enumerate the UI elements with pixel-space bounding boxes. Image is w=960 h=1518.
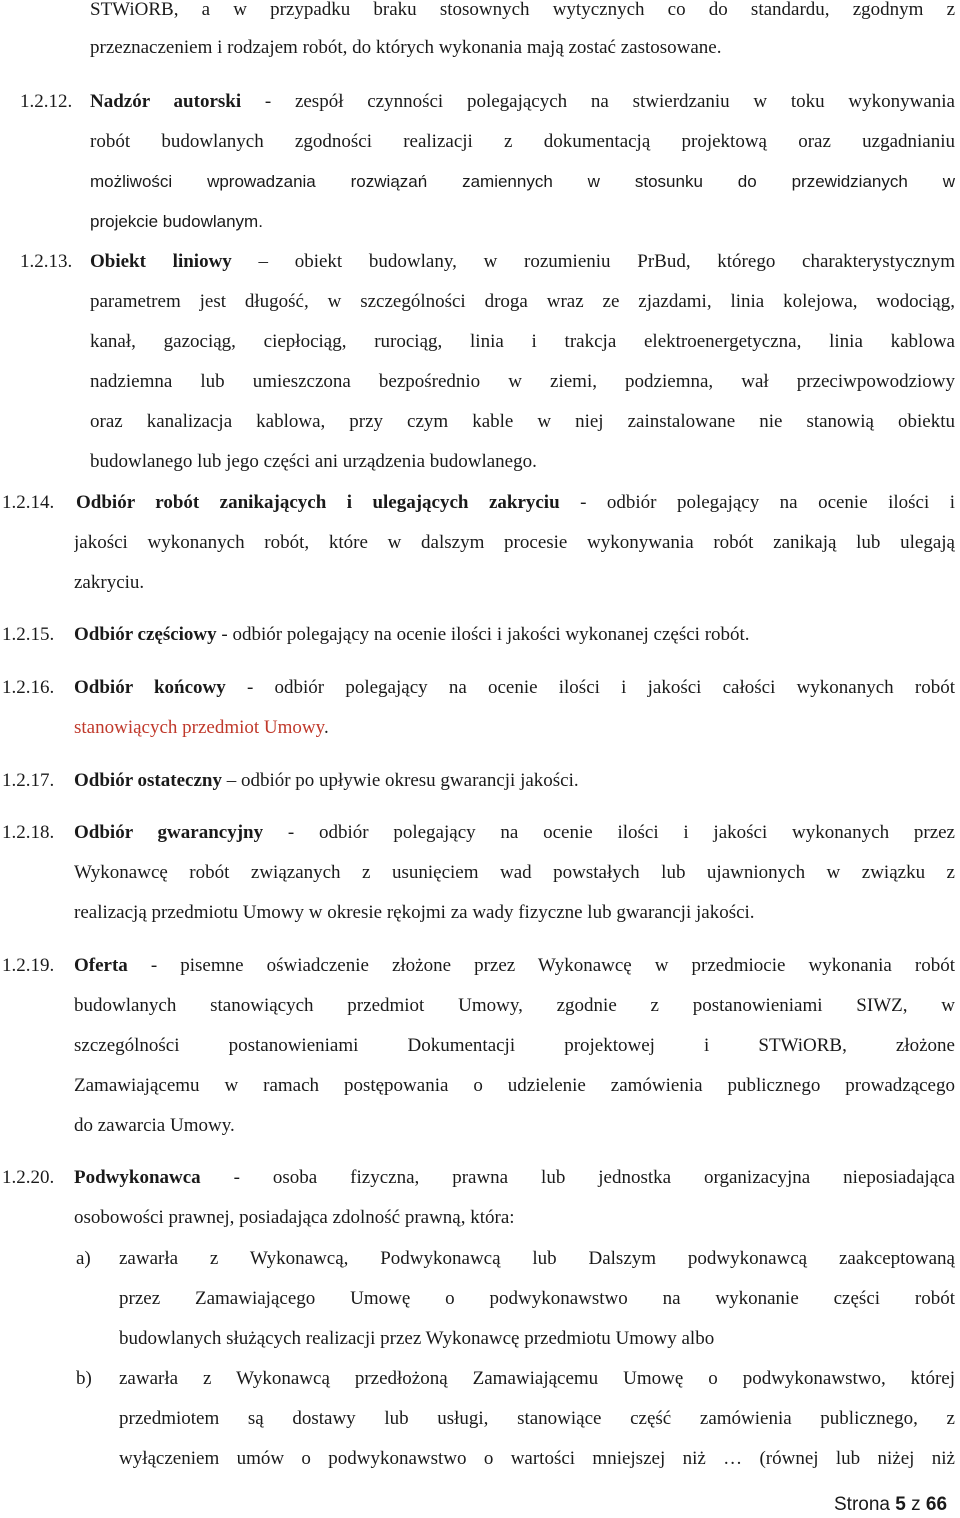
definition-number: 1.2.17. [2, 770, 55, 791]
definition-line: parametrem jest długość, w szczególności droga wraz ze zjazdami, linia kolejowa, wodociąg, [90, 291, 955, 312]
definition-term: Oferta [74, 955, 128, 976]
definition-text: - odbiór polegający na ocenie ilości i jakości wykonanych przez [263, 822, 955, 843]
definition-text: - pisemne oświadczenie złożone przez Wykonawcę w przedmiocie wykonania robót [127, 955, 955, 976]
definition-line: kanał, gazociąg, ciepłociąg, rurociąg, linia i trakcja elektroenergetyczna, linia kablowa [90, 331, 955, 352]
definition-line: osobowości prawnej, posiadająca zdolność prawną, która: [74, 1207, 515, 1228]
definition-line [90, 89, 955, 115]
definition-term: Odbiór ostateczny [74, 770, 222, 791]
definition-line [90, 249, 955, 275]
definition-number: 1.2.16. [2, 677, 55, 698]
definition-term: Odbiór gwarancyjny [74, 822, 264, 843]
definition-text: - odbiór polegający na ocenie ilości i jakości wykonanej części robót. [216, 624, 750, 645]
page-separator: z [911, 1494, 921, 1515]
definition-text: - odbiór polegający na ocenie ilości i [559, 492, 955, 513]
definition-number: 1.2.18. [2, 822, 55, 843]
definition-text: . [323, 717, 329, 738]
definition-line: robót budowlanych zgodności realizacji z dokumentacją projektową oraz uzgadnianiu [90, 131, 955, 152]
page-footer [834, 1492, 947, 1518]
paragraph-line: STWiORB, a w przypadku braku stosownych wytycznych co do standardu, zgodnym z [90, 0, 955, 20]
definition-text: – odbiór po upływie okresu gwarancji jakości. [221, 770, 579, 791]
definition-line [74, 715, 329, 741]
definition-line [74, 675, 955, 701]
definition-line: zakryciu. [74, 572, 145, 593]
definition-number: 1.2.13. [20, 251, 73, 272]
highlighted-text: stanowiących przedmiot Umowy [74, 717, 324, 738]
definition-line [76, 490, 955, 516]
list-item-line: przedmiotem są dostawy lub usługi, stanowiące część zamówienia publicznego, z [119, 1408, 955, 1429]
definition-text: - osoba fizyczna, prawna lub jednostka organizacyjna nieposiadająca [200, 1167, 955, 1188]
list-marker: b) [76, 1368, 92, 1389]
definition-number: 1.2.14. [2, 492, 55, 513]
definition-number: 1.2.20. [2, 1167, 55, 1188]
list-item-line: przez Zamawiającego Umowę o podwykonawstwo na wykonanie części robót [119, 1288, 955, 1309]
definition-text: - odbiór polegający na ocenie ilości i jakości całości wykonanych robót [225, 677, 955, 698]
definition-line: nadziemna lub umieszczona bezpośrednio w ziemi, podziemna, wał przeciwpowodziowy [90, 371, 955, 392]
definition-line [74, 953, 955, 979]
definition-line: możliwości wprowadzania rozwiązań zamiennych w stosunku do przewidzianych w [90, 172, 955, 191]
definition-number: 1.2.15. [2, 624, 55, 645]
definition-term: Podwykonawca [74, 1167, 201, 1188]
current-page-number: 5 [895, 1494, 906, 1515]
definition-term: Nadzór autorski [90, 91, 242, 112]
paragraph-line: przeznaczeniem i rodzajem robót, do których wykonania mają zostać zastosowane. [90, 37, 722, 58]
definition-line: do zawarcia Umowy. [74, 1115, 235, 1136]
list-item-line: zawarła z Wykonawcą, Podwykonawcą lub Dalszym podwykonawcą zaakceptowaną [119, 1248, 955, 1269]
definition-term: Obiekt liniowy [90, 251, 232, 272]
definition-line: Zamawiającemu w ramach postępowania o udzielenie zamówienia publicznego prowadzącego [74, 1075, 955, 1096]
definition-line: projekcie budowlanym. [90, 212, 263, 231]
definition-line: Wykonawcę robót związanych z usunięciem wad powstałych lub ujawnionych w związku z [74, 862, 955, 883]
definition-line: budowlanego lub jego części ani urządzenia budowlanego. [90, 451, 537, 472]
page-label: Strona [834, 1494, 890, 1515]
definition-line: oraz kanalizacja kablowa, przy czym kable w niej zainstalowane nie stanowią obiektu [90, 411, 955, 432]
definition-text: – obiekt budowlany, w rozumieniu PrBud, którego charakterystycznym [231, 251, 955, 272]
definition-term: Odbiór końcowy [74, 677, 226, 698]
definition-text: - zespół czynności polegających na stwierdzaniu w toku wykonywania [241, 91, 955, 112]
list-item-line: zawarła z Wykonawcą przedłożoną Zamawiającemu Umowę o podwykonawstwo, której [119, 1368, 955, 1389]
definition-term: Odbiór częściowy [74, 624, 217, 645]
definition-line [74, 820, 955, 846]
definition-line: jakości wykonanych robót, które w dalszym procesie wykonywania robót zanikają lub ulegają [74, 532, 955, 553]
total-pages-number: 66 [925, 1494, 948, 1515]
definition-number: 1.2.12. [20, 91, 73, 112]
definition-line: budowlanych stanowiących przedmiot Umowy, zgodnie z postanowieniami SIWZ, w [74, 995, 955, 1016]
definition-line: realizacją przedmiotu Umowy w okresie rękojmi za wady fizyczne lub gwarancji jakości. [74, 902, 755, 923]
definition-line [74, 1165, 955, 1191]
list-marker: a) [76, 1248, 91, 1269]
list-item-line: wyłączeniem umów o podwykonawstwo o wartości mniejszej niż … (równej lub niżej niż [119, 1448, 955, 1469]
definition-line: szczególności postanowieniami Dokumentacji projektowej i STWiORB, złożone [74, 1035, 955, 1056]
definition-line [74, 768, 579, 794]
definition-number: 1.2.19. [2, 955, 55, 976]
definition-line [74, 622, 750, 648]
list-item-line: budowlanych służących realizacji przez Wykonawcę przedmiotu Umowy albo [119, 1328, 715, 1349]
definition-term: Odbiór robót zanikających i ulegających zakryciu [76, 492, 560, 513]
